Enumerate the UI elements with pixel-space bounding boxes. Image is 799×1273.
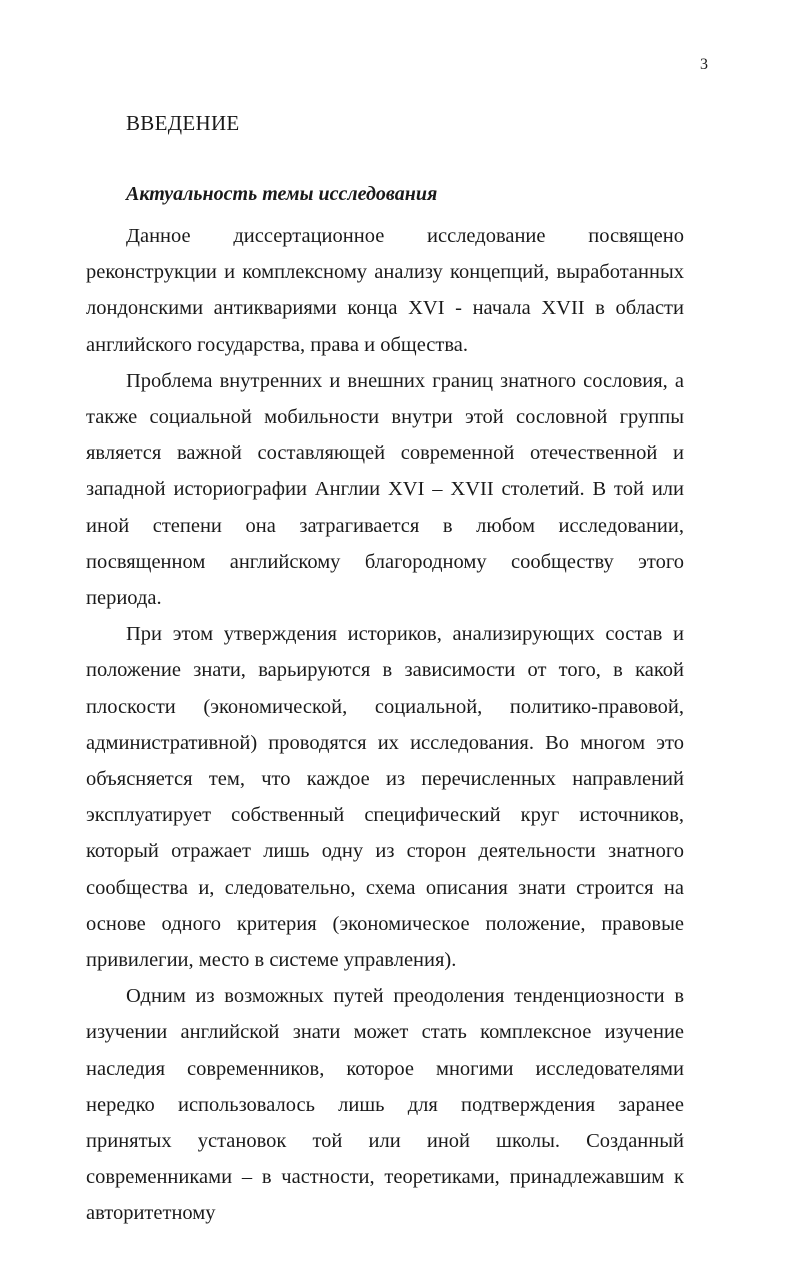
page-number: 3 — [700, 56, 708, 73]
paragraph: Одним из возможных путей преодоления тенденциозности в изучении английской знати может стать комплексное изучение наследия современников, которое многими исследователями нередко использовалось лишь для подтверждения заранее принятых установок той или иной школы. Созданный современниками – в частности, теоретиками, принадлежавшим к авторитетному — [86, 985, 684, 1225]
section-heading: ВВЕДЕНИЕ — [126, 111, 240, 135]
paragraph: Проблема внутренних и внешних границ знатного сословия, а также социальной мобильности внутри этой сословной группы является важной составляющей современной отечественной и западной историографии Англии XVI – XVII столетий. В той или иной степени она затрагивается в любом исследовании, посвященном английскому благородному сообществу этого периода. — [86, 369, 684, 610]
paragraph: Данное диссертационное исследование посвящено реконструкции и комплексному анализу концепций, выработанных лондонскими антиквариями конца XVI - начала XVII в области английского государства, права и общества. — [86, 225, 684, 356]
paragraph: При этом утверждения историков, анализирующих состав и положение знати, варьируются в зависимости от того, в какой плоскости (экономической, социальной, политико-правовой, административной) проводятся их исследования. Во многом это объясняется тем, что каждое из перечисленных направлений эксплуатирует собственный специфический круг источников, который отражает лишь одну из сторон деятельности знатного сообщества и, следовательно, схема описания знати строится на основе одного критерия (экономическое положение, правовые привилегии, место в системе управления). — [86, 623, 684, 972]
subheading: Актуальность темы исследования — [126, 183, 438, 205]
body-text — [86, 218, 684, 1232]
